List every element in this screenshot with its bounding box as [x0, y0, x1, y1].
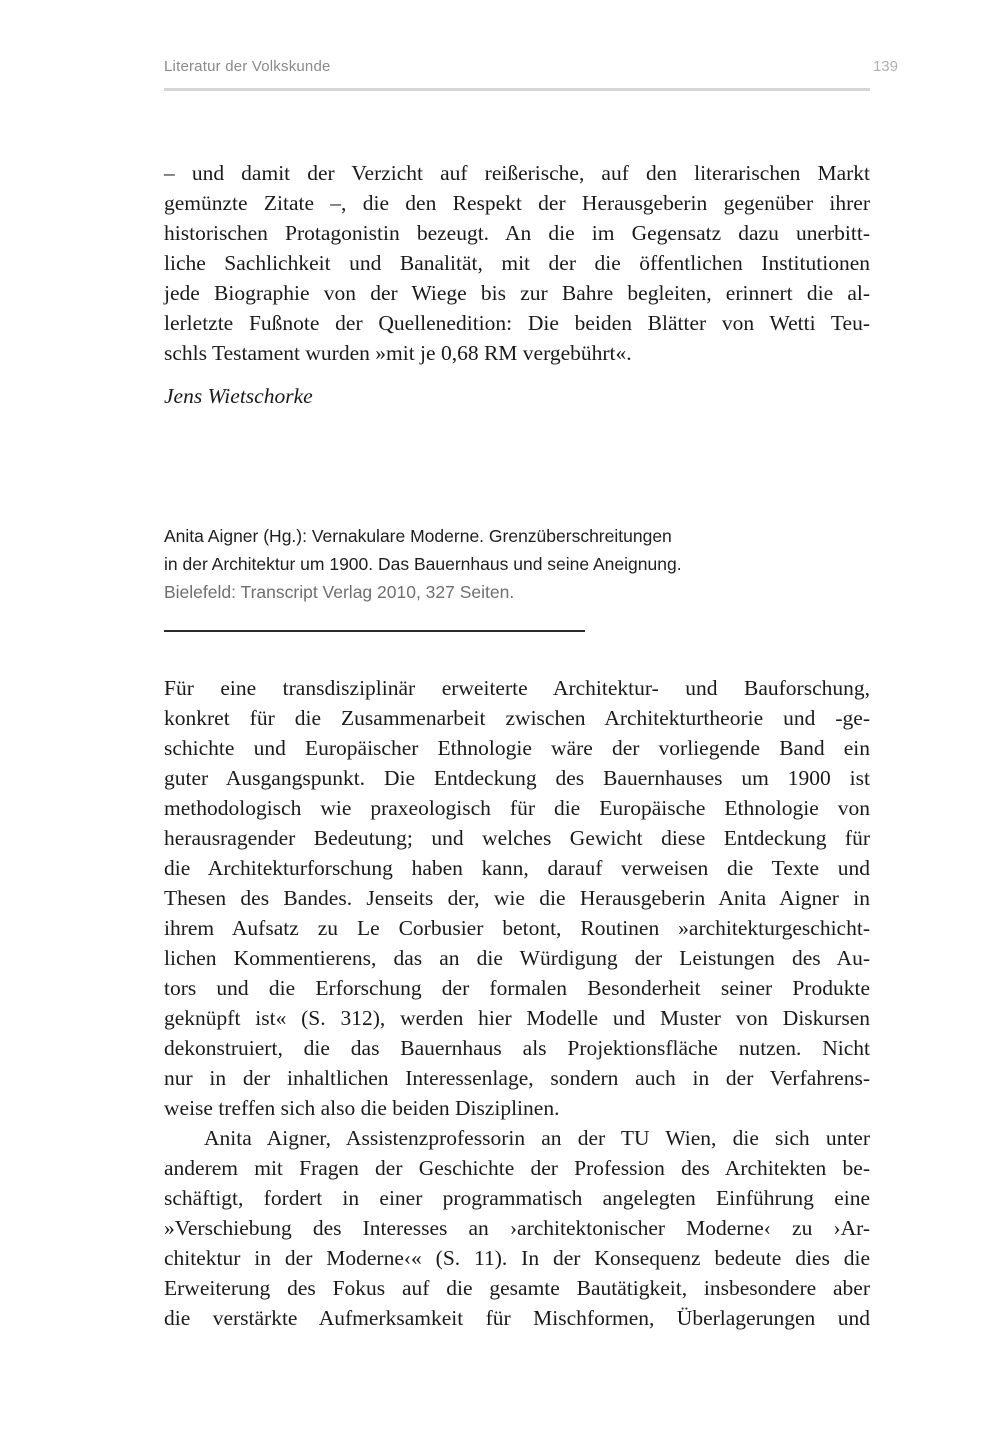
review-paragraph-1	[164, 673, 870, 1123]
text-line: konkret für die Zusammenarbeit zwischen Architekturtheorie und -ge-	[164, 706, 870, 730]
text-line: methodologisch wie praxeologisch für die Europäische Ethnologie von	[164, 796, 870, 820]
text-line: lerletzte Fußnote der Quellenedition: Die beiden Blätter von Wetti Teu-	[164, 311, 870, 335]
text-line: anderem mit Fragen der Geschichte der Profession des Architekten be-	[164, 1156, 870, 1180]
text-line: schäftigt, fordert in einer programmatisch angelegten Einführung eine	[164, 1186, 870, 1210]
book-title-line-1: Anita Aigner (Hg.): Vernakulare Moderne. Grenzüberschreitungen	[164, 526, 672, 546]
text-line: historischen Protagonistin bezeugt. An die im Gegensatz dazu unerbitt-	[164, 221, 870, 245]
page-number: 139	[872, 58, 898, 75]
text-line: Erweiterung des Fokus auf die gesamte Bautätigkeit, insbesondere aber	[164, 1276, 870, 1300]
text-line: Für eine transdisziplinär erweiterte Architektur- und Bauforschung,	[164, 676, 870, 700]
text-line: tors und die Erforschung der formalen Besonderheit seiner Produkte	[164, 976, 870, 1000]
text-line: weise treffen sich also die beiden Disziplinen.	[164, 1096, 560, 1120]
text-line: jede Biographie von der Wiege bis zur Bahre begleiten, erinnert die al-	[164, 281, 870, 305]
header-rule	[164, 88, 870, 91]
text-line: dekonstruiert, die das Bauernhaus als Projektionsfläche nutzen. Nicht	[164, 1036, 870, 1060]
reviewer-signature: Jens Wietschorke	[164, 384, 313, 408]
text-line: herausragender Bedeutung; und welches Gewicht diese Entdeckung für	[164, 826, 870, 850]
text-line: »Verschiebung des Interesses an ›architektonischer Moderne‹ zu ›Ar-	[164, 1216, 870, 1240]
text-line: die Architekturforschung haben kann, darauf verweisen die Texte und	[164, 856, 870, 880]
running-head	[164, 58, 898, 82]
text-line: Thesen des Bandes. Jenseits der, wie die Herausgeberin Anita Aigner in	[164, 886, 870, 910]
text-line: nur in der inhaltlichen Interessenlage, sondern auch in der Verfahrens-	[164, 1066, 870, 1090]
review-header-rule	[164, 630, 585, 632]
text-line: ihrem Aufsatz zu Le Corbusier betont, Routinen »architekturgeschicht-	[164, 916, 870, 940]
text-line: schichte und Europäischer Ethnologie wäre der vorliegende Band ein	[164, 736, 870, 760]
text-line: die verstärkte Aufmerksamkeit für Mischformen, Überlagerungen und	[164, 1306, 870, 1330]
text-line: liche Sachlichkeit und Banalität, mit der die öffentlichen Institutionen	[164, 251, 870, 275]
text-line: guter Ausgangspunkt. Die Entdeckung des Bauernhauses um 1900 ist	[164, 766, 870, 790]
review-paragraph-2	[164, 1123, 870, 1333]
text-line: gemünzte Zitate –, die den Respekt der Herausgeberin gegenüber ihrer	[164, 191, 870, 215]
text-line: – und damit der Verzicht auf reißerische, auf den literarischen Markt	[164, 161, 870, 185]
text-line: schls Testament wurden »mit je 0,68 RM vergebührt«.	[164, 341, 632, 365]
book-title-line-2: in der Architektur um 1900. Das Bauernhaus und seine Aneignung.	[164, 554, 682, 574]
text-line: chitektur in der Moderne‹« (S. 11). In der Konsequenz bedeute dies die	[164, 1246, 870, 1270]
text-line: Anita Aigner, Assistenzprofessorin an der TU Wien, die sich unter	[204, 1126, 870, 1150]
previous-review-ending	[164, 158, 870, 368]
text-line: geknüpft ist« (S. 312), werden hier Modelle und Muster von Diskursen	[164, 1006, 870, 1030]
running-head-title: Literatur der Volkskunde	[164, 58, 331, 75]
review-bibliographic-header	[164, 522, 870, 606]
text-line: lichen Kommentierens, das an die Würdigung der Leistungen des Au-	[164, 946, 870, 970]
publication-info: Bielefeld: Transcript Verlag 2010, 327 Seiten.	[164, 582, 515, 602]
